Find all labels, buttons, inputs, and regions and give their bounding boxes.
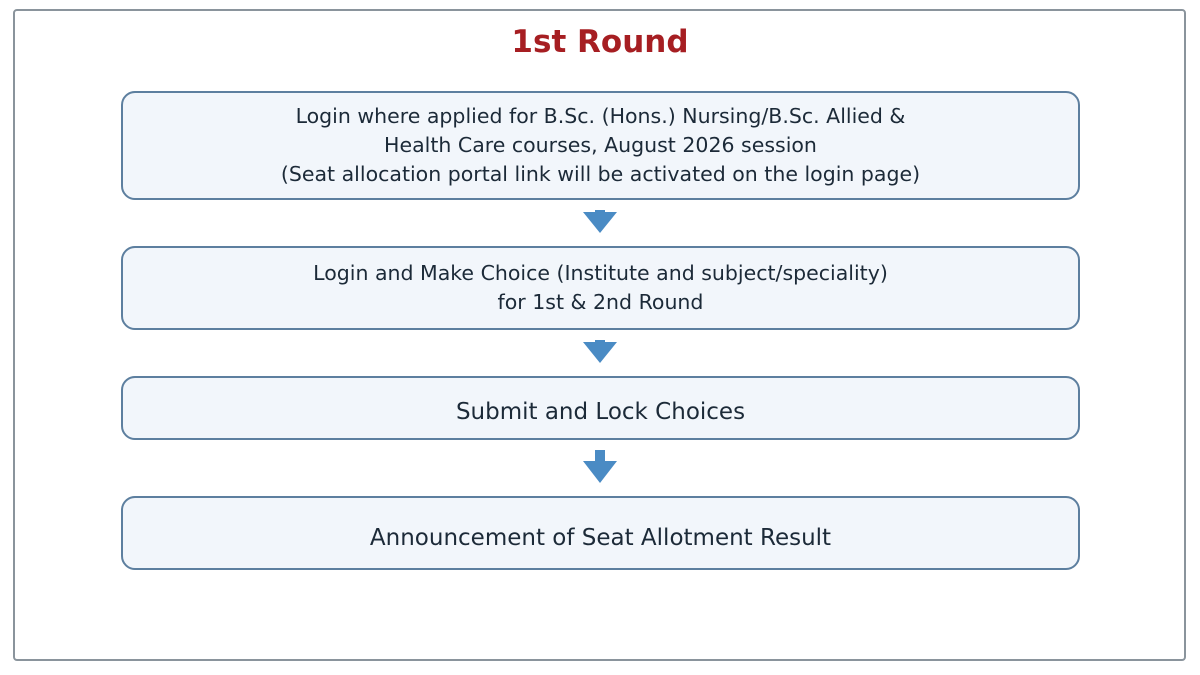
step-text-line: for 1st & 2nd Round	[497, 290, 704, 314]
step-text-line: Login where applied for B.Sc. (Hons.) Nursing/B.Sc. Allied &	[295, 104, 906, 128]
diagram-title: 1st Round	[511, 24, 689, 60]
step-text-line: Health Care courses, August 2026 session	[384, 133, 817, 157]
down-arrow-icon	[583, 340, 617, 364]
step-announcement	[121, 496, 1080, 570]
down-arrow-icon	[583, 450, 617, 484]
step-submit-lock	[121, 376, 1080, 440]
step-text-line: Announcement of Seat Allotment Result	[369, 525, 832, 551]
step-text-line: (Seat allocation portal link will be activated on the login page)	[280, 162, 921, 186]
down-arrow-icon	[583, 210, 617, 234]
step-make-choice	[121, 246, 1080, 330]
step-text-line: Submit and Lock Choices	[455, 399, 746, 425]
step-login-applied	[121, 91, 1080, 200]
step-text-line: Login and Make Choice (Institute and subject/speciality)	[313, 261, 888, 285]
